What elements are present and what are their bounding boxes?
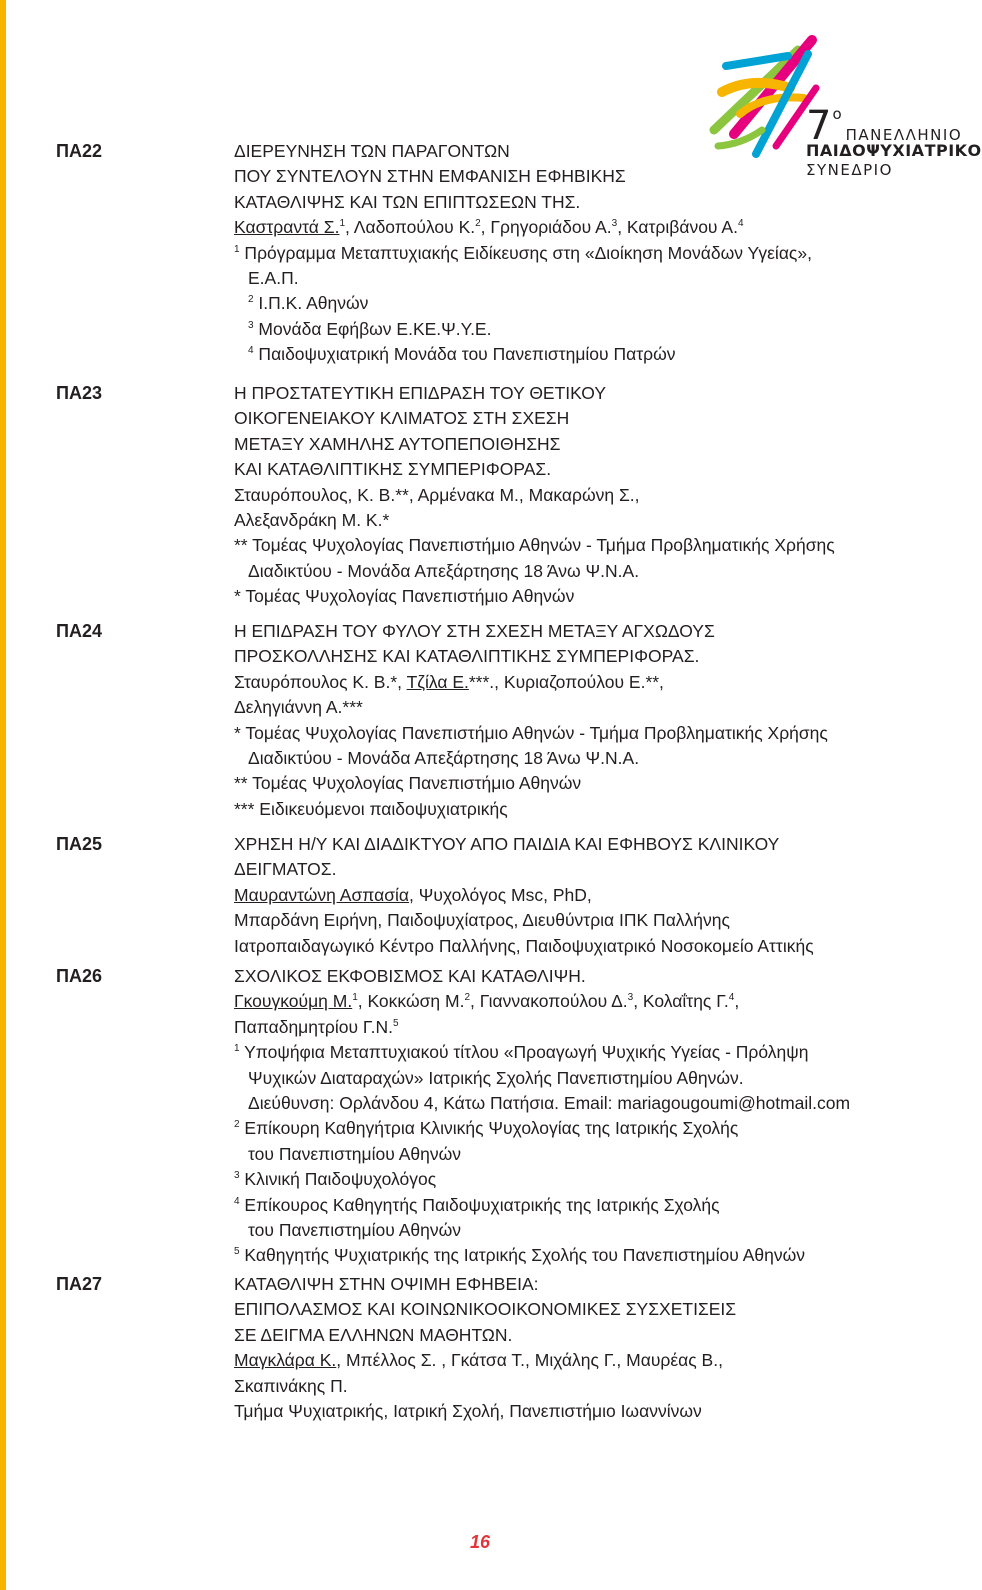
co-author: Σταυρόπουλος Κ. Β.*, [234, 671, 407, 692]
affiliation-line: * Τομέας Ψυχολογίας Πανεπιστήμιο Αθηνών [234, 586, 575, 607]
author-superscript: 3 [627, 992, 634, 1004]
affiliation-superscript: 2 [234, 1119, 240, 1131]
affiliation-line [234, 1116, 954, 1141]
affiliation-line: ** Τομέας Ψυχολογίας Πανεπιστήμιο Αθηνών [234, 773, 582, 794]
affiliation-line: Διαδικτύου - Μονάδα Απεξάρτησης 18 Άνω Ψ.Ν.Α. [248, 748, 640, 769]
abstract-title-line: ΔΙΕΡΕΥΝΗΣΗ ΤΩΝ ΠΑΡΑΓΟΝΤΩΝ [234, 141, 510, 161]
author-superscript: 1 [352, 992, 358, 1004]
co-author: , Μπέλλος Σ. , Γκάτσα Τ., Μιχάλης Γ., Μαυρέας Β., [336, 1350, 723, 1371]
affiliation-text: Ι.Π.Κ. Αθηνών [253, 293, 369, 314]
affiliation-text: Επίκουρη Καθηγήτρια Κλινικής Ψυχολογίας της Ιατρικής Σχολής [239, 1118, 739, 1139]
affiliation-superscript: 3 [234, 1170, 240, 1182]
abstract-code: ΠΑ27 [56, 1274, 103, 1294]
author-superscript: 4 [737, 218, 744, 230]
affiliation-superscript: 2 [248, 294, 254, 306]
co-author: , Κατριβάνου Α. [617, 217, 738, 238]
affiliation-line: *** Ειδικευόμενοι παιδοψυχιατρικής [234, 798, 508, 819]
abstract-authors [234, 1348, 954, 1373]
logo-line-2: ΠΑΙΔΟΨΥΧΙΑΤΡΙΚΟ [806, 141, 982, 160]
abstract-authors [234, 989, 954, 1014]
abstract-title-line: ΧΡΗΣΗ Η/Υ ΚΑΙ ΔΙΑΔΙΚΤΥΟΥ ΑΠΟ ΠΑΙΔΙΑ ΚΑΙ ΕΦΗΒΟΥΣ ΚΛΙΝΙΚΟΥ [234, 834, 780, 854]
co-author: , Κοκκώση Μ. [357, 991, 465, 1012]
logo-line-3: ΣΥΝΕΔΡΙΟ [806, 161, 893, 179]
affiliation-superscript: 1 [234, 1043, 240, 1055]
logo-superscript: ο [832, 105, 842, 123]
abstract-title-line: ΔΕΙΓΜΑΤΟΣ. [234, 859, 337, 880]
affiliation-superscript: 4 [234, 1195, 240, 1207]
abstract-authors [234, 883, 954, 908]
abstract-title-line: ΚΑΤΑΘΛΙΨΗ ΣΤΗΝ ΟΨΙΜΗ ΕΦΗΒΕΙΑ: [234, 1274, 539, 1294]
abstract-authors [234, 215, 954, 240]
affiliation-text: Επίκουρος Καθηγητής Παιδοψυχιατρικής της Ιατρικής Σχολής [239, 1194, 720, 1215]
affiliation-line: Ψυχικών Διαταραχών» Ιατρικής Σχολής Πανεπιστημίου Αθηνών. [248, 1067, 744, 1088]
abstract-title-line: ΚΑΤΑΘΛΙΨΗΣ ΚΑΙ ΤΩΝ ΕΠΙΠΤΩΣΕΩΝ ΤΗΣ. [234, 191, 581, 212]
abstract-title-line: ΠΟΥ ΣΥΝΤΕΛΟΥΝ ΣΤΗΝ ΕΜΦΑΝΙΣΗ ΕΦΗΒΙΚΗΣ [234, 166, 626, 187]
affiliation-text: Πρόγραμμα Μεταπτυχιακής Ειδίκευσης στη «Διοίκηση Μονάδων Υγείας», [239, 242, 812, 263]
affiliation-text: Κλινική Παιδοψυχολόγος [239, 1169, 437, 1190]
presenting-author: Τζίλα Ε. [406, 671, 469, 692]
affiliation-text: Παιδοψυχιατρική Μονάδα του Πανεπιστημίου Πατρών [253, 344, 676, 365]
abstract-code: ΠΑ26 [56, 966, 103, 986]
affiliation-line: Διεύθυνση: Ορλάνδου 4, Κάτω Πατήσια. Email: mariagougoumi@hotmail.com [248, 1093, 851, 1114]
left-accent-bar [0, 0, 6, 1590]
abstract-authors: Δεληγιάννη Α.*** [234, 697, 363, 718]
co-author: , Κολαΐτης Γ. [633, 991, 729, 1012]
affiliation-superscript: 4 [248, 345, 254, 357]
abstract-title-line: ΠΡΟΣΚΟΛΛΗΣΗΣ ΚΑΙ ΚΑΤΑΘΛΙΠΤΙΚΗΣ ΣΥΜΠΕΡΙΦΟΡΑΣ. [234, 646, 700, 667]
affiliation-line [234, 317, 954, 342]
author-superscript: 5 [393, 1017, 399, 1029]
co-author: , Ψυχολόγος Msc, PhD, [409, 884, 592, 905]
affiliation-line [234, 1243, 954, 1268]
affiliation-superscript: 5 [234, 1246, 240, 1258]
logo-line-1: ΠΑΝΕΛΛΗΝΙΟ [845, 126, 963, 144]
abstract-body [234, 1272, 954, 1424]
abstract-body [234, 139, 954, 368]
author-superscript: 3 [611, 218, 618, 230]
presenting-author: Μαγκλάρα Κ. [234, 1350, 337, 1371]
affiliation-line [234, 342, 954, 367]
affiliation-line [234, 291, 954, 316]
co-author: , Γρηγοριάδου Α. [480, 217, 612, 238]
abstract-body [234, 964, 954, 1269]
abstract-title-line: Η ΠΡΟΣΤΑΤΕΥΤΙΚΗ ΕΠΙΔΡΑΣΗ ΤΟΥ ΘΕΤΙΚΟΥ [234, 383, 607, 403]
abstract-code: ΠΑ25 [56, 834, 103, 854]
co-author: , Λαδοπούλου Κ. [345, 217, 476, 238]
affiliation-text: Ε.Α.Π. [248, 268, 299, 289]
abstract-code: ΠΑ23 [56, 383, 103, 403]
abstract-title-line: ΕΠΙΠΟΛΑΣΜΟΣ ΚΑΙ ΚΟΙΝΩΝΙΚΟΟΙΚΟΝΟΜΙΚΕΣ ΣΥΣΧΕΤΙΣΕΙΣ [234, 1299, 737, 1320]
co-author: , Γιαννακοπούλου Δ. [470, 991, 628, 1012]
affiliation-line [234, 241, 954, 266]
abstract-title-line: ΣΧΟΛΙΚΟΣ ΕΚΦΟΒΙΣΜΟΣ ΚΑΙ ΚΑΤΑΘΛΙΨΗ. [234, 966, 586, 986]
abstract-title-line: ΣΕ ΔΕΙΓΜΑ ΕΛΛΗΝΩΝ ΜΑΘΗΤΩΝ. [234, 1324, 513, 1345]
author-superscript: 2 [464, 992, 471, 1004]
affiliation-line: Διαδικτύου - Μονάδα Απεξάρτησης 18 Άνω Ψ.Ν.Α. [248, 560, 640, 581]
abstract-body [234, 832, 954, 959]
affiliation-text: Καθηγητής Ψυχιατρικής της Ιατρικής Σχολής του Πανεπιστημίου Αθηνών [239, 1245, 805, 1266]
affiliation-line [234, 1193, 954, 1218]
abstract-code: ΠΑ22 [56, 141, 103, 161]
affiliation-line: του Πανεπιστημίου Αθηνών [248, 1220, 462, 1241]
presenting-author: Γκουγκούμη Μ. [234, 991, 353, 1012]
abstract-authors: Σκαπινάκης Π. [234, 1375, 348, 1396]
abstract-title-line: ΚΑΙ ΚΑΤΑΘΛΙΠΤΙΚΗΣ ΣΥΜΠΕΡΙΦΟΡΑΣ. [234, 459, 552, 480]
affiliation-line: του Πανεπιστημίου Αθηνών [248, 1143, 462, 1164]
abstract-authors [234, 1015, 954, 1040]
abstract-title-line: ΜΕΤΑΞΥ ΧΑΜΗΛΗΣ ΑΥΤΟΠΕΠΟΙΘΗΣΗΣ [234, 433, 561, 454]
affiliation-line [234, 1167, 954, 1192]
abstract-authors [234, 670, 954, 695]
affiliation-text: Μονάδα Εφήβων Ε.ΚΕ.Ψ.Υ.Ε. [253, 318, 492, 339]
affiliation-line: ** Τομέας Ψυχολογίας Πανεπιστήμιο Αθηνών - Τμήμα Προβληματικής Χρήσης [234, 535, 835, 556]
abstract-body [234, 619, 954, 822]
author-superscript: 2 [475, 218, 481, 230]
co-author: Παπαδημητρίου Γ.Ν. [234, 1016, 393, 1037]
abstract-code: ΠΑ24 [56, 621, 103, 641]
co-author: , [734, 991, 740, 1012]
abstract-title-line: Η ΕΠΙΔΡΑΣΗ ΤΟΥ ΦΥΛΟΥ ΣΤΗ ΣΧΕΣΗ ΜΕΤΑΞΥ ΑΓΧΩΔΟΥΣ [234, 621, 715, 641]
logo-number: 7 [806, 103, 832, 149]
affiliation-line [234, 1040, 954, 1065]
author-superscript: 4 [728, 992, 735, 1004]
page-number: 16 [469, 1532, 491, 1552]
affiliation-superscript: 1 [234, 243, 240, 255]
affiliation-line [234, 266, 954, 291]
abstract-authors: Αλεξανδράκη Μ. Κ.* [234, 510, 390, 531]
author-superscript: 1 [339, 218, 345, 230]
abstract-body [234, 381, 954, 610]
affiliation-line: Μπαρδάνη Ειρήνη, Παιδοψυχίατρος, Διευθύντρια ΙΠΚ Παλλήνης [234, 910, 730, 931]
co-author: ***., Κυριαζοπούλου Ε.**, [468, 671, 664, 692]
affiliation-text: Υποψήφια Μεταπτυχιακού τίτλου «Προαγωγή Ψυχικής Υγείας - Πρόληψη [239, 1042, 809, 1063]
abstract-title-line: ΟΙΚΟΓΕΝΕΙΑΚΟΥ ΚΛΙΜΑΤΟΣ ΣΤΗ ΣΧΕΣΗ [234, 408, 570, 429]
affiliation-superscript: 3 [248, 320, 254, 332]
abstract-authors: Σταυρόπουλος, Κ. Β.**, Αρμένακα Μ., Μακαρώνη Σ., [234, 484, 640, 505]
affiliation-line: * Τομέας Ψυχολογίας Πανεπιστήμιο Αθηνών - Τμήμα Προβληματικής Χρήσης [234, 722, 828, 743]
affiliation-line: Ιατροπαιδαγωγικό Κέντρο Παλλήνης, Παιδοψυχιατρικό Νοσοκομείο Αττικής [234, 935, 814, 956]
presenting-author: Μαυραντώνη Ασπασία [234, 884, 410, 905]
presenting-author: Καστραντά Σ. [234, 217, 340, 238]
affiliation-line: Τμήμα Ψυχιατρικής, Ιατρική Σχολή, Πανεπιστήμιο Ιωαννίνων [234, 1401, 702, 1422]
